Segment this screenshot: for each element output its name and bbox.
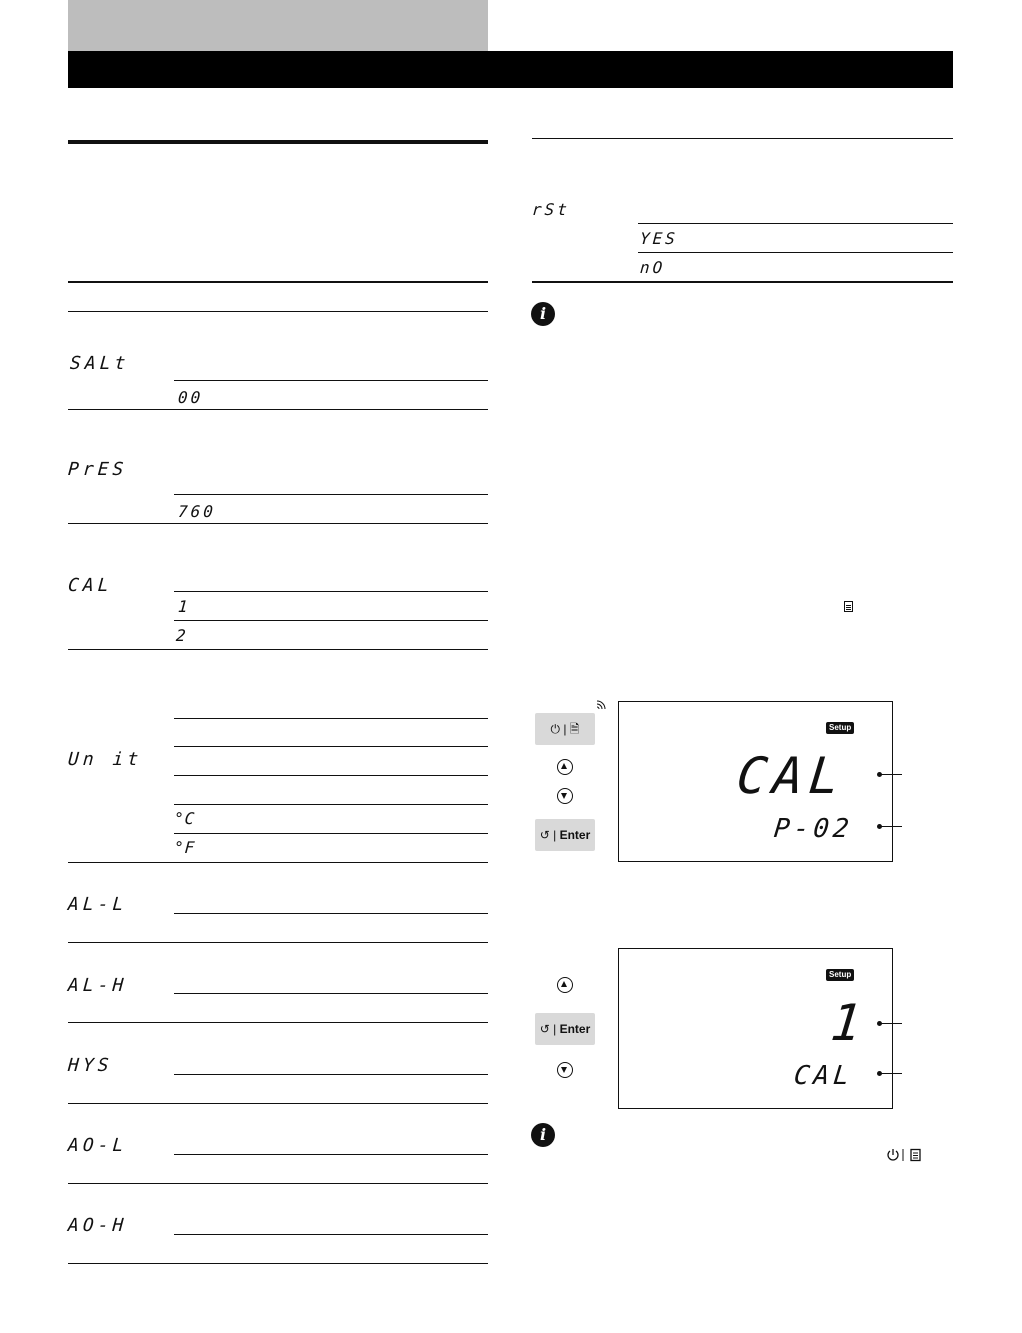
signal-icon	[596, 700, 606, 710]
section-rule	[68, 140, 488, 144]
callout-line	[880, 826, 902, 827]
lcd-display-2	[618, 948, 893, 1109]
option-pres-0: 760	[177, 502, 217, 521]
row-rule	[174, 1074, 488, 1075]
param-cal: CAL	[67, 575, 114, 596]
option-cal-1: 2	[175, 626, 190, 645]
callout-line	[880, 1073, 902, 1074]
up-arrow-button[interactable]	[557, 759, 573, 775]
option-salt-0: 00	[177, 388, 204, 407]
option-cal-0: 1	[177, 597, 192, 616]
row-rule	[174, 620, 488, 621]
table-header-rule	[68, 311, 488, 312]
param-rst: rSt	[531, 200, 571, 219]
table-top-rule	[68, 281, 488, 283]
lcd-display-1	[618, 701, 893, 862]
document-icon	[844, 601, 853, 612]
header-bar	[68, 51, 953, 88]
lcd-sub-text: CAL	[792, 1061, 855, 1091]
row-rule	[174, 775, 488, 776]
option-unit-f: °F	[173, 838, 196, 857]
header-tab	[68, 0, 488, 51]
row-rule	[174, 746, 488, 747]
setup-badge: Setup	[826, 969, 854, 981]
row-rule	[174, 1234, 488, 1235]
row-rule	[68, 523, 488, 524]
param-hys: HYS	[67, 1055, 114, 1076]
enter-button[interactable]: ↺ | Enter	[535, 819, 595, 851]
row-rule	[68, 649, 488, 650]
lcd-sub-text: P-02	[772, 814, 855, 844]
row-rule	[68, 862, 488, 863]
param-al-l: AL-L	[67, 894, 129, 915]
row-rule	[68, 1103, 488, 1104]
row-rule	[68, 1183, 488, 1184]
row-rule	[68, 409, 488, 410]
power-doc-label: ⏻ | 🗎	[550, 722, 580, 736]
row-rule	[174, 913, 488, 914]
info-icon: i	[531, 302, 555, 326]
option-rst-yes: YES	[639, 229, 679, 248]
callout-line	[880, 774, 902, 775]
row-rule	[68, 942, 488, 943]
callout-line	[880, 1023, 902, 1024]
row-rule	[174, 833, 488, 834]
power-doc-button[interactable]	[535, 713, 595, 745]
option-unit-c: °C	[173, 809, 196, 828]
row-rule	[638, 252, 953, 253]
setup-badge: Setup	[826, 722, 854, 734]
lcd-main-text: 1	[827, 994, 865, 1052]
row-rule	[174, 718, 488, 719]
down-arrow-button[interactable]	[557, 788, 573, 804]
enter-label: Enter	[559, 1022, 591, 1036]
row-rule	[174, 1154, 488, 1155]
enter-symbol-icon: ↺	[539, 828, 550, 842]
param-ao-h: AO-H	[67, 1215, 129, 1236]
enter-button[interactable]: ↺ | Enter	[535, 1013, 595, 1045]
param-al-h: AL-H	[67, 975, 129, 996]
param-pres: PrES	[67, 459, 129, 480]
option-rst-no: nO	[639, 258, 666, 277]
up-arrow-button[interactable]	[557, 977, 573, 993]
row-rule	[68, 1022, 488, 1023]
right-table-top-rule	[532, 138, 953, 139]
lcd-main-text: CAL	[733, 747, 849, 805]
row-rule	[68, 1263, 488, 1264]
param-unit: Un it	[67, 749, 143, 770]
row-rule	[174, 380, 488, 381]
down-arrow-button[interactable]	[557, 1062, 573, 1078]
row-rule	[174, 494, 488, 495]
enter-symbol-icon: ↺	[539, 1022, 550, 1036]
right-table-bottom-rule	[532, 281, 953, 283]
enter-label: Enter	[559, 828, 591, 842]
row-rule	[174, 993, 488, 994]
param-ao-l: AO-L	[67, 1135, 129, 1156]
info-icon: i	[531, 1123, 555, 1147]
power-doc-icon	[886, 1148, 922, 1162]
row-rule	[174, 804, 488, 805]
row-rule	[638, 223, 953, 224]
param-salt: SALt	[69, 353, 131, 374]
row-rule	[174, 591, 488, 592]
